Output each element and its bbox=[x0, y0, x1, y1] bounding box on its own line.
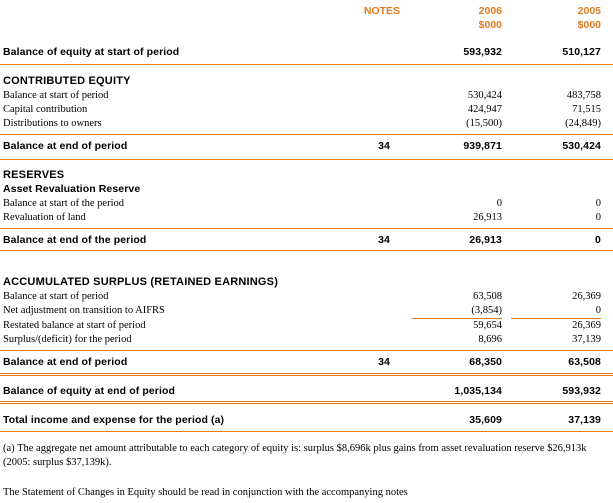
row-label: Balance at end of period bbox=[3, 140, 128, 152]
rule-line bbox=[0, 401, 613, 402]
year-2005-header: 2005 bbox=[577, 5, 601, 17]
row-note: 34 bbox=[378, 140, 390, 152]
row-label: RESERVES bbox=[3, 169, 65, 181]
rule-line bbox=[0, 373, 613, 374]
row-label: Balance at end of the period bbox=[3, 234, 147, 246]
value-2006: 26,913 bbox=[469, 234, 502, 246]
rule-line bbox=[0, 403, 613, 404]
row-note: 34 bbox=[378, 356, 390, 368]
value-2005: 26,369 bbox=[572, 291, 601, 302]
value-2006: 0 bbox=[496, 198, 502, 209]
footnote-statement: The Statement of Changes in Equity should be read in conjunction with the accompanying notes bbox=[3, 487, 408, 498]
value-2006: 424,947 bbox=[467, 104, 502, 115]
value-2006: 939,871 bbox=[463, 140, 502, 152]
value-2005: 593,932 bbox=[562, 385, 601, 397]
value-2005: 71,515 bbox=[572, 104, 601, 115]
rule-line bbox=[0, 228, 613, 229]
rule-line bbox=[0, 134, 613, 135]
rule-line bbox=[412, 318, 502, 319]
value-2006: (3,854) bbox=[471, 305, 502, 316]
rule-line bbox=[0, 431, 613, 432]
value-2005: 0 bbox=[595, 212, 601, 223]
row-label: Restated balance at start of period bbox=[3, 320, 146, 331]
row-label: Balance at start of period bbox=[3, 291, 109, 302]
row-label: Net adjustment on transition to AIFRS bbox=[3, 305, 165, 316]
row-note: 34 bbox=[378, 234, 390, 246]
row-label: Balance of equity at start of period bbox=[3, 46, 180, 58]
year-2006-header: 2006 bbox=[478, 5, 502, 17]
row-label: Total income and expense for the period (a) bbox=[3, 414, 225, 426]
value-2006: 26,913 bbox=[473, 212, 502, 223]
row-label: Balance of equity at end of period bbox=[3, 385, 176, 397]
row-label: Balance at end of period bbox=[3, 356, 128, 368]
row-label: Balance at start of the period bbox=[3, 198, 124, 209]
value-2006: 35,609 bbox=[469, 414, 502, 426]
value-2005: 37,139 bbox=[572, 334, 601, 345]
value-2005: 483,758 bbox=[566, 90, 601, 101]
value-2005: 0 bbox=[595, 198, 601, 209]
footnote-a: (a) The aggregate net amount attributable to each category of equity is: surplus $8,696k plus gains from asset revaluation reserve $26,913k (2005: surplus $37,139k). bbox=[3, 443, 587, 468]
year-2005-unit: $000 bbox=[577, 19, 601, 31]
value-2006: 1,035,134 bbox=[454, 385, 502, 397]
row-label: CONTRIBUTED EQUITY bbox=[3, 75, 131, 87]
rule-line bbox=[0, 250, 613, 251]
rule-line bbox=[0, 64, 613, 65]
row-label: Distributions to owners bbox=[3, 118, 102, 129]
value-2006: 68,350 bbox=[469, 356, 502, 368]
rule-line bbox=[511, 318, 601, 319]
value-2005: (24,849) bbox=[565, 118, 601, 129]
rule-line bbox=[0, 350, 613, 351]
row-label: Balance at start of period bbox=[3, 90, 109, 101]
value-2005: 0 bbox=[595, 234, 601, 246]
year-2006-unit: $000 bbox=[478, 19, 502, 31]
rule-line bbox=[0, 159, 613, 160]
value-2005: 530,424 bbox=[562, 140, 601, 152]
row-label: Asset Revaluation Reserve bbox=[3, 183, 141, 195]
value-2005: 0 bbox=[595, 305, 601, 316]
value-2005: 510,127 bbox=[562, 46, 601, 58]
value-2006: 8,696 bbox=[478, 334, 502, 345]
row-label: ACCUMULATED SURPLUS (RETAINED EARNINGS) bbox=[3, 276, 279, 288]
value-2006: (15,500) bbox=[466, 118, 502, 129]
value-2005: 37,139 bbox=[568, 414, 601, 426]
row-label: Revaluation of land bbox=[3, 212, 86, 223]
row-label: Capital contribution bbox=[3, 104, 88, 115]
value-2006: 63,508 bbox=[473, 291, 502, 302]
notes-column-header: NOTES bbox=[363, 5, 400, 17]
rule-line bbox=[0, 375, 613, 376]
value-2006: 59,654 bbox=[473, 320, 502, 331]
value-2006: 530,424 bbox=[467, 90, 502, 101]
row-label: Surplus/(deficit) for the period bbox=[3, 334, 132, 345]
value-2005: 63,508 bbox=[568, 356, 601, 368]
value-2006: 593,932 bbox=[463, 46, 502, 58]
value-2005: 26,369 bbox=[572, 320, 601, 331]
